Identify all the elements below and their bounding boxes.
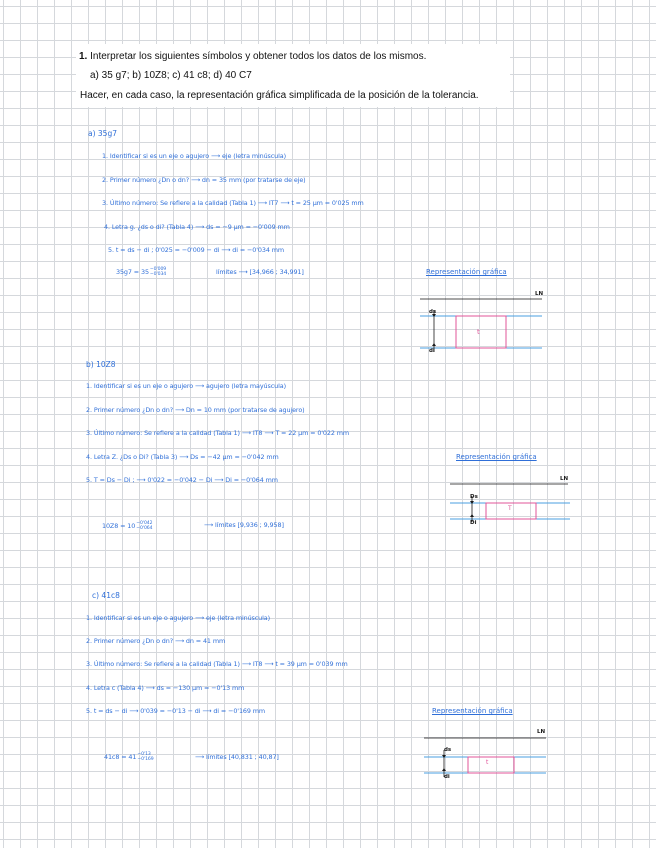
section-a-step-1: 1. Identificar si es un eje o agujero ⟶ eje (letra minúscula) bbox=[102, 152, 287, 160]
section-a-step-5: 5. t = ds − di ; 0'025 = −0'009 − di ⟶ di = −0'034 mm bbox=[108, 246, 284, 254]
section-b-label-lower: Di bbox=[470, 520, 477, 526]
section-a-diagram bbox=[420, 290, 550, 360]
section-c-label-lower: di bbox=[444, 774, 450, 780]
section-a-dev-lower: −0'034 bbox=[149, 272, 167, 277]
section-b-step-2: 2. Primer número ¿Dn o dn? ⟶ Dn = 10 mm (por tratarse de agujero) bbox=[86, 406, 305, 414]
section-a-step-4: 4. Letra g. ¿ds o di? (Tabla 4) ⟶ ds = −9 μm = −0'009 mm bbox=[104, 223, 290, 231]
section-c-heading: c) 41c8 bbox=[92, 591, 120, 600]
section-c-step-1: 1. Identificar si es un eje o agujero ⟶ eje (letra minúscula) bbox=[86, 614, 271, 622]
section-b-dev-lower: −0'064 bbox=[136, 526, 153, 531]
section-b-step-1: 1. Identificar si es un eje o agujero ⟶ agujero (letra mayúscula) bbox=[86, 382, 286, 390]
section-c-label-ln: LN bbox=[537, 729, 546, 735]
section-a-label-lower: di bbox=[429, 348, 435, 354]
section-a-limits: límites ⟶ [34,966 ; 34,991] bbox=[216, 268, 304, 276]
section-c-step-3: 3. Último número: Se refiere a la calidad (Tabla 1) ⟶ IT8 ⟶ t = 39 μm = 0'039 mm bbox=[86, 660, 348, 668]
section-b-diagram bbox=[450, 478, 575, 526]
section-c-symbol-text: 41c8 = 41 bbox=[104, 753, 137, 761]
section-a-symbol bbox=[116, 267, 166, 277]
section-c-arrowhead-lower bbox=[442, 768, 446, 771]
statement-instruction: Hacer, en cada caso, la representación gráfica simplificada de la posición de la tolerancia. bbox=[80, 90, 479, 101]
section-b-step-5: 5. T = Ds − Di ; ⟶ 0'022 = −0'042 − Di ⟶ Di = −0'064 mm bbox=[86, 476, 278, 484]
section-a-deviations bbox=[150, 267, 166, 277]
statement-line bbox=[79, 51, 426, 62]
section-b-step-4: 4. Letra Z. ¿Ds o Di? (Tabla 3) ⟶ Ds = −42 μm = −0'042 mm bbox=[86, 453, 279, 461]
section-a-step-3: 3. Último número: Se refiere a la calidad (Tabla 1) ⟶ IT7 ⟶ t = 25 μm = 0'025 mm bbox=[102, 199, 364, 207]
section-c-dev-upper: −0'13 bbox=[137, 752, 151, 757]
section-b-step-3: 3. Último número: Se refiere a la calidad (Tabla 1) ⟶ IT8 ⟶ T = 22 μm = 0'022 mm bbox=[86, 429, 350, 437]
section-b-label-zone: T bbox=[508, 505, 512, 512]
statement-number: 1. bbox=[79, 51, 88, 62]
section-b-label-upper: Ds bbox=[470, 494, 478, 500]
section-b-symbol-text: 10Z8 = 10 bbox=[102, 522, 136, 530]
section-b-symbol bbox=[102, 521, 152, 531]
section-c-label-zone: t bbox=[486, 759, 489, 766]
section-c-symbol bbox=[104, 752, 154, 762]
section-a-tolerance-zone bbox=[456, 316, 506, 348]
section-c-deviations bbox=[137, 752, 153, 762]
section-c-step-2: 2. Primer número ¿Dn o dn? ⟶ dn = 41 mm bbox=[86, 637, 226, 645]
statement-items: a) 35 g7; b) 10Z8; c) 41 c8; d) 40 C7 bbox=[90, 70, 252, 81]
section-b-limits: ⟶ límites [9,936 ; 9,958] bbox=[204, 521, 284, 529]
section-a-label-zone: t bbox=[477, 328, 480, 336]
section-a-arrowhead-lower bbox=[432, 343, 436, 346]
section-b-arrowhead-lower bbox=[470, 514, 474, 517]
section-c-step-4: 4. Letra c (Tabla 4) ⟶ ds = −130 μm = −0'13 mm bbox=[86, 684, 245, 692]
section-b-dev-upper: −0'042 bbox=[136, 521, 153, 526]
section-c-tolerance-zone bbox=[468, 757, 514, 773]
section-a-rep-title: Representación gráfica bbox=[426, 268, 507, 276]
section-c-label-upper: ds bbox=[444, 747, 452, 753]
section-a-label-upper: ds bbox=[429, 309, 437, 315]
section-b-heading: b) 10Z8 bbox=[86, 360, 116, 369]
section-a-dev-upper: −0'009 bbox=[149, 267, 167, 272]
section-a-symbol-text: 35g7 = 35 bbox=[116, 268, 149, 276]
section-b-label-ln: LN bbox=[560, 476, 569, 482]
section-c-dev-lower: −0'169 bbox=[137, 757, 154, 762]
section-b-deviations bbox=[136, 521, 152, 531]
section-a-label-ln: LN bbox=[535, 291, 544, 297]
section-b-rep-title: Representación gráfica bbox=[456, 453, 537, 461]
statement-text: Interpretar los siguientes símbolos y obtener todos los datos de los mismos. bbox=[90, 51, 427, 62]
section-c-limits: ⟶ límites [40,831 ; 40,87] bbox=[195, 753, 279, 761]
section-c-rep-title: Representación gráfica bbox=[432, 707, 513, 715]
section-a-step-2: 2. Primer número ¿Dn o dn? ⟶ dn = 35 mm (por tratarse de eje) bbox=[102, 176, 306, 184]
section-a-heading: a) 35g7 bbox=[88, 129, 117, 138]
section-c-step-5: 5. t = ds − di ⟶ 0'039 = −0'13 − di ⟶ di = −0'169 mm bbox=[86, 707, 266, 715]
